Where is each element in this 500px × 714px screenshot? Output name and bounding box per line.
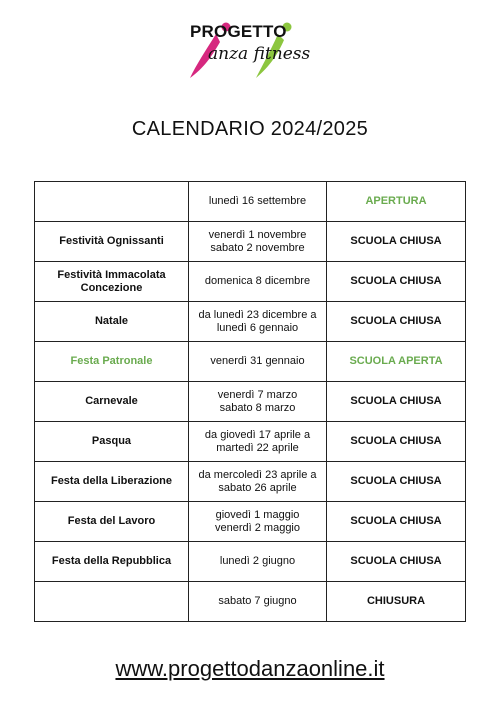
table-row bbox=[35, 582, 466, 622]
event-cell: Festa Patronale bbox=[35, 342, 189, 382]
date-cell: lunedì 2 giugno bbox=[189, 542, 327, 582]
status-cell: SCUOLA CHIUSA bbox=[327, 462, 466, 502]
status-cell: SCUOLA CHIUSA bbox=[327, 222, 466, 262]
event-cell: Festa della Liberazione bbox=[35, 462, 189, 502]
date-cell: da lunedì 23 dicembre a lunedì 6 gennaio bbox=[189, 302, 327, 342]
table-row bbox=[35, 382, 466, 422]
event-cell: Natale bbox=[35, 302, 189, 342]
date-cell: sabato 7 giugno bbox=[189, 582, 327, 622]
table-row bbox=[35, 182, 466, 222]
event-cell bbox=[35, 182, 189, 222]
event-cell: Festività Ognissanti bbox=[35, 222, 189, 262]
brand-logo bbox=[186, 20, 326, 82]
event-cell: Festa del Lavoro bbox=[35, 502, 189, 542]
table-row bbox=[35, 302, 466, 342]
date-cell: venerdì 31 gennaio bbox=[189, 342, 327, 382]
logo-text-progetto: PROGETTO bbox=[190, 22, 287, 41]
event-cell: Festività Immacolata Concezione bbox=[35, 262, 189, 302]
table-row bbox=[35, 542, 466, 582]
website-link[interactable]: www.progettodanzaonline.it bbox=[115, 656, 385, 681]
table-row bbox=[35, 222, 466, 262]
event-cell: Carnevale bbox=[35, 382, 189, 422]
status-cell: SCUOLA CHIUSA bbox=[327, 422, 466, 462]
table-row bbox=[35, 462, 466, 502]
logo-text-danza: anza fitness bbox=[208, 44, 311, 64]
status-cell: SCUOLA APERTA bbox=[327, 342, 466, 382]
event-cell bbox=[35, 582, 189, 622]
date-cell: da giovedì 17 aprile a martedì 22 aprile bbox=[189, 422, 327, 462]
calendar-table bbox=[34, 181, 466, 622]
page-title: CALENDARIO 2024/2025 bbox=[131, 118, 369, 140]
status-cell: SCUOLA CHIUSA bbox=[327, 382, 466, 422]
date-cell: domenica 8 dicembre bbox=[189, 262, 327, 302]
date-cell: venerdì 1 novembre sabato 2 novembre bbox=[189, 222, 327, 262]
status-cell: SCUOLA CHIUSA bbox=[327, 502, 466, 542]
table-row bbox=[35, 262, 466, 302]
date-cell: lunedì 16 settembre bbox=[189, 182, 327, 222]
date-cell: da mercoledì 23 aprile a sabato 26 aprile bbox=[189, 462, 327, 502]
date-cell: giovedì 1 maggio venerdì 2 maggio bbox=[189, 502, 327, 542]
table-row bbox=[35, 502, 466, 542]
status-cell: APERTURA bbox=[327, 182, 466, 222]
status-cell: CHIUSURA bbox=[327, 582, 466, 622]
status-cell: SCUOLA CHIUSA bbox=[327, 302, 466, 342]
status-cell: SCUOLA CHIUSA bbox=[327, 262, 466, 302]
table-row bbox=[35, 422, 466, 462]
table-row bbox=[35, 342, 466, 382]
date-cell: venerdì 7 marzo sabato 8 marzo bbox=[189, 382, 327, 422]
status-cell: SCUOLA CHIUSA bbox=[327, 542, 466, 582]
event-cell: Pasqua bbox=[35, 422, 189, 462]
event-cell: Festa della Repubblica bbox=[35, 542, 189, 582]
